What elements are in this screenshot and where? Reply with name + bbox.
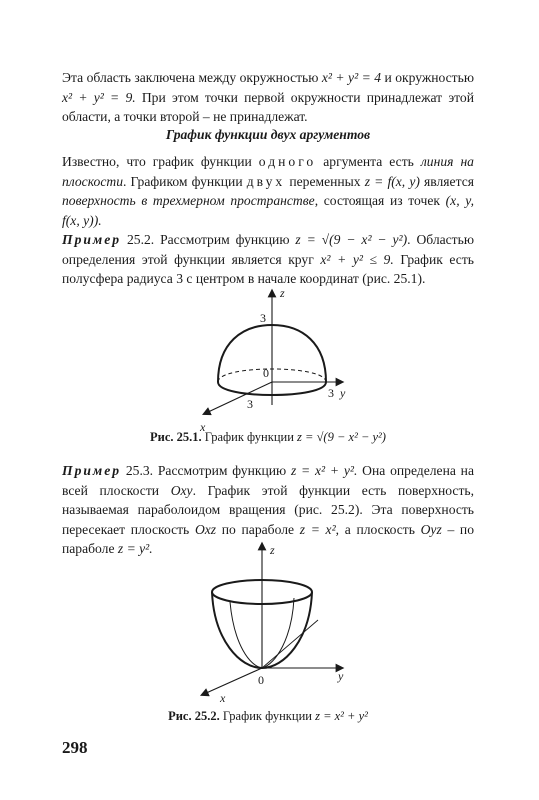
caption-text: График функции bbox=[219, 709, 316, 723]
tick-y-3: 3 bbox=[328, 386, 334, 400]
origin-label: 0 bbox=[263, 366, 269, 380]
equation-domain: x² + y² ≤ 9. bbox=[320, 251, 394, 267]
para3-t2: . Областью определения этой функции является круг bbox=[62, 232, 474, 267]
equation-zfxy: z = f(x, y) bbox=[364, 173, 420, 189]
example-number: 25.3. bbox=[125, 463, 154, 478]
plane-oxy: Oxy bbox=[170, 482, 193, 498]
axis-z-label: z bbox=[270, 543, 275, 557]
para2-t3: . Графиком функции bbox=[123, 173, 247, 189]
para1-text-b: и окружностью bbox=[381, 70, 474, 85]
emph-surface: поверхность в трехмерном пространстве bbox=[62, 193, 315, 208]
example-number: 25.2. bbox=[126, 232, 155, 247]
spaced-word-two: двух bbox=[246, 173, 286, 189]
para1-text-c: При этом точки первой окружности принадлежат этой области, а точки второй – не принадлежат. bbox=[62, 89, 474, 124]
equation-paraboloid: z = x² + y². bbox=[290, 463, 358, 478]
axis-x-label: x bbox=[220, 691, 226, 705]
paragraph-region bbox=[62, 68, 474, 127]
parabola-y: z = y². bbox=[117, 541, 153, 556]
paragraph-intro bbox=[62, 152, 474, 230]
equation-points: (x, y, f(x, y)). bbox=[62, 193, 474, 228]
para4-t6: – по параболе bbox=[62, 521, 475, 556]
equation-hemisphere: z = √(9 − x² − y²) bbox=[295, 232, 408, 247]
tick-x-3: 3 bbox=[247, 397, 253, 411]
origin-label: 0 bbox=[258, 673, 264, 687]
figure-caption-25-1 bbox=[62, 430, 474, 445]
tick-z-3: 3 bbox=[260, 311, 266, 325]
para3-t1: Рассмотрим функцию bbox=[154, 232, 296, 247]
para4-t3: . График этой функции есть поверхность, называемая параболоидом вращения (рис. 25.2). Эта поверхность пересекает плоскость bbox=[62, 482, 474, 537]
spaced-word-one: одного bbox=[258, 154, 317, 169]
para4-t4: по параболе bbox=[216, 521, 300, 537]
section-title: График функции двух аргументов bbox=[165, 127, 371, 142]
example-label: Пример bbox=[62, 463, 122, 478]
para4-t5: , а плоскость bbox=[335, 521, 421, 537]
para2-t5: является bbox=[419, 173, 474, 189]
para2-t2: аргумента есть bbox=[316, 154, 421, 169]
para2-t4: переменных bbox=[285, 173, 365, 189]
caption-label: Рис. 25.1. bbox=[150, 430, 202, 444]
para2-t1: Известно, что график функции bbox=[62, 154, 259, 169]
parabola-x: z = x² bbox=[299, 521, 336, 537]
equation-circle-9: x² + y² = 9. bbox=[62, 89, 136, 105]
para4-t1: Рассмотрим функцию bbox=[153, 463, 291, 478]
caption-equation: z = x² + y² bbox=[315, 709, 368, 723]
hemisphere-figure bbox=[190, 285, 360, 435]
axis-y-label: y bbox=[340, 386, 346, 400]
axis-x-label: x bbox=[200, 420, 206, 434]
para3-t3: График есть полусфера радиуса 3 с центром в начале координат (рис. 25.1). bbox=[62, 251, 474, 286]
axis-z-label: z bbox=[280, 286, 285, 300]
plane-oxz: Oxz bbox=[194, 521, 217, 537]
paraboloid-figure bbox=[200, 540, 360, 705]
figure-caption-25-2 bbox=[62, 709, 474, 724]
para4-t2: Она определена на всей плоскости bbox=[62, 463, 474, 498]
paragraph-example-25-2 bbox=[62, 230, 474, 289]
axis-y-label: y bbox=[338, 669, 344, 683]
caption-label: Рис. 25.2. bbox=[168, 709, 220, 723]
equation-circle-4: x² + y² = 4 bbox=[321, 70, 382, 85]
caption-text: График функции bbox=[201, 430, 298, 444]
para1-text-a: Эта область заключена между окружностью bbox=[62, 70, 322, 85]
emph-line: линия на плоскости bbox=[62, 154, 474, 189]
example-label: Пример bbox=[62, 232, 122, 247]
x-axis bbox=[206, 382, 272, 413]
para2-t6: , состоящая из точек bbox=[314, 193, 446, 208]
caption-equation: z = √(9 − x² − y²) bbox=[297, 430, 386, 444]
x-axis bbox=[204, 668, 262, 694]
page-number: 298 bbox=[62, 738, 88, 757]
plane-oyz: Oyz bbox=[420, 521, 442, 537]
